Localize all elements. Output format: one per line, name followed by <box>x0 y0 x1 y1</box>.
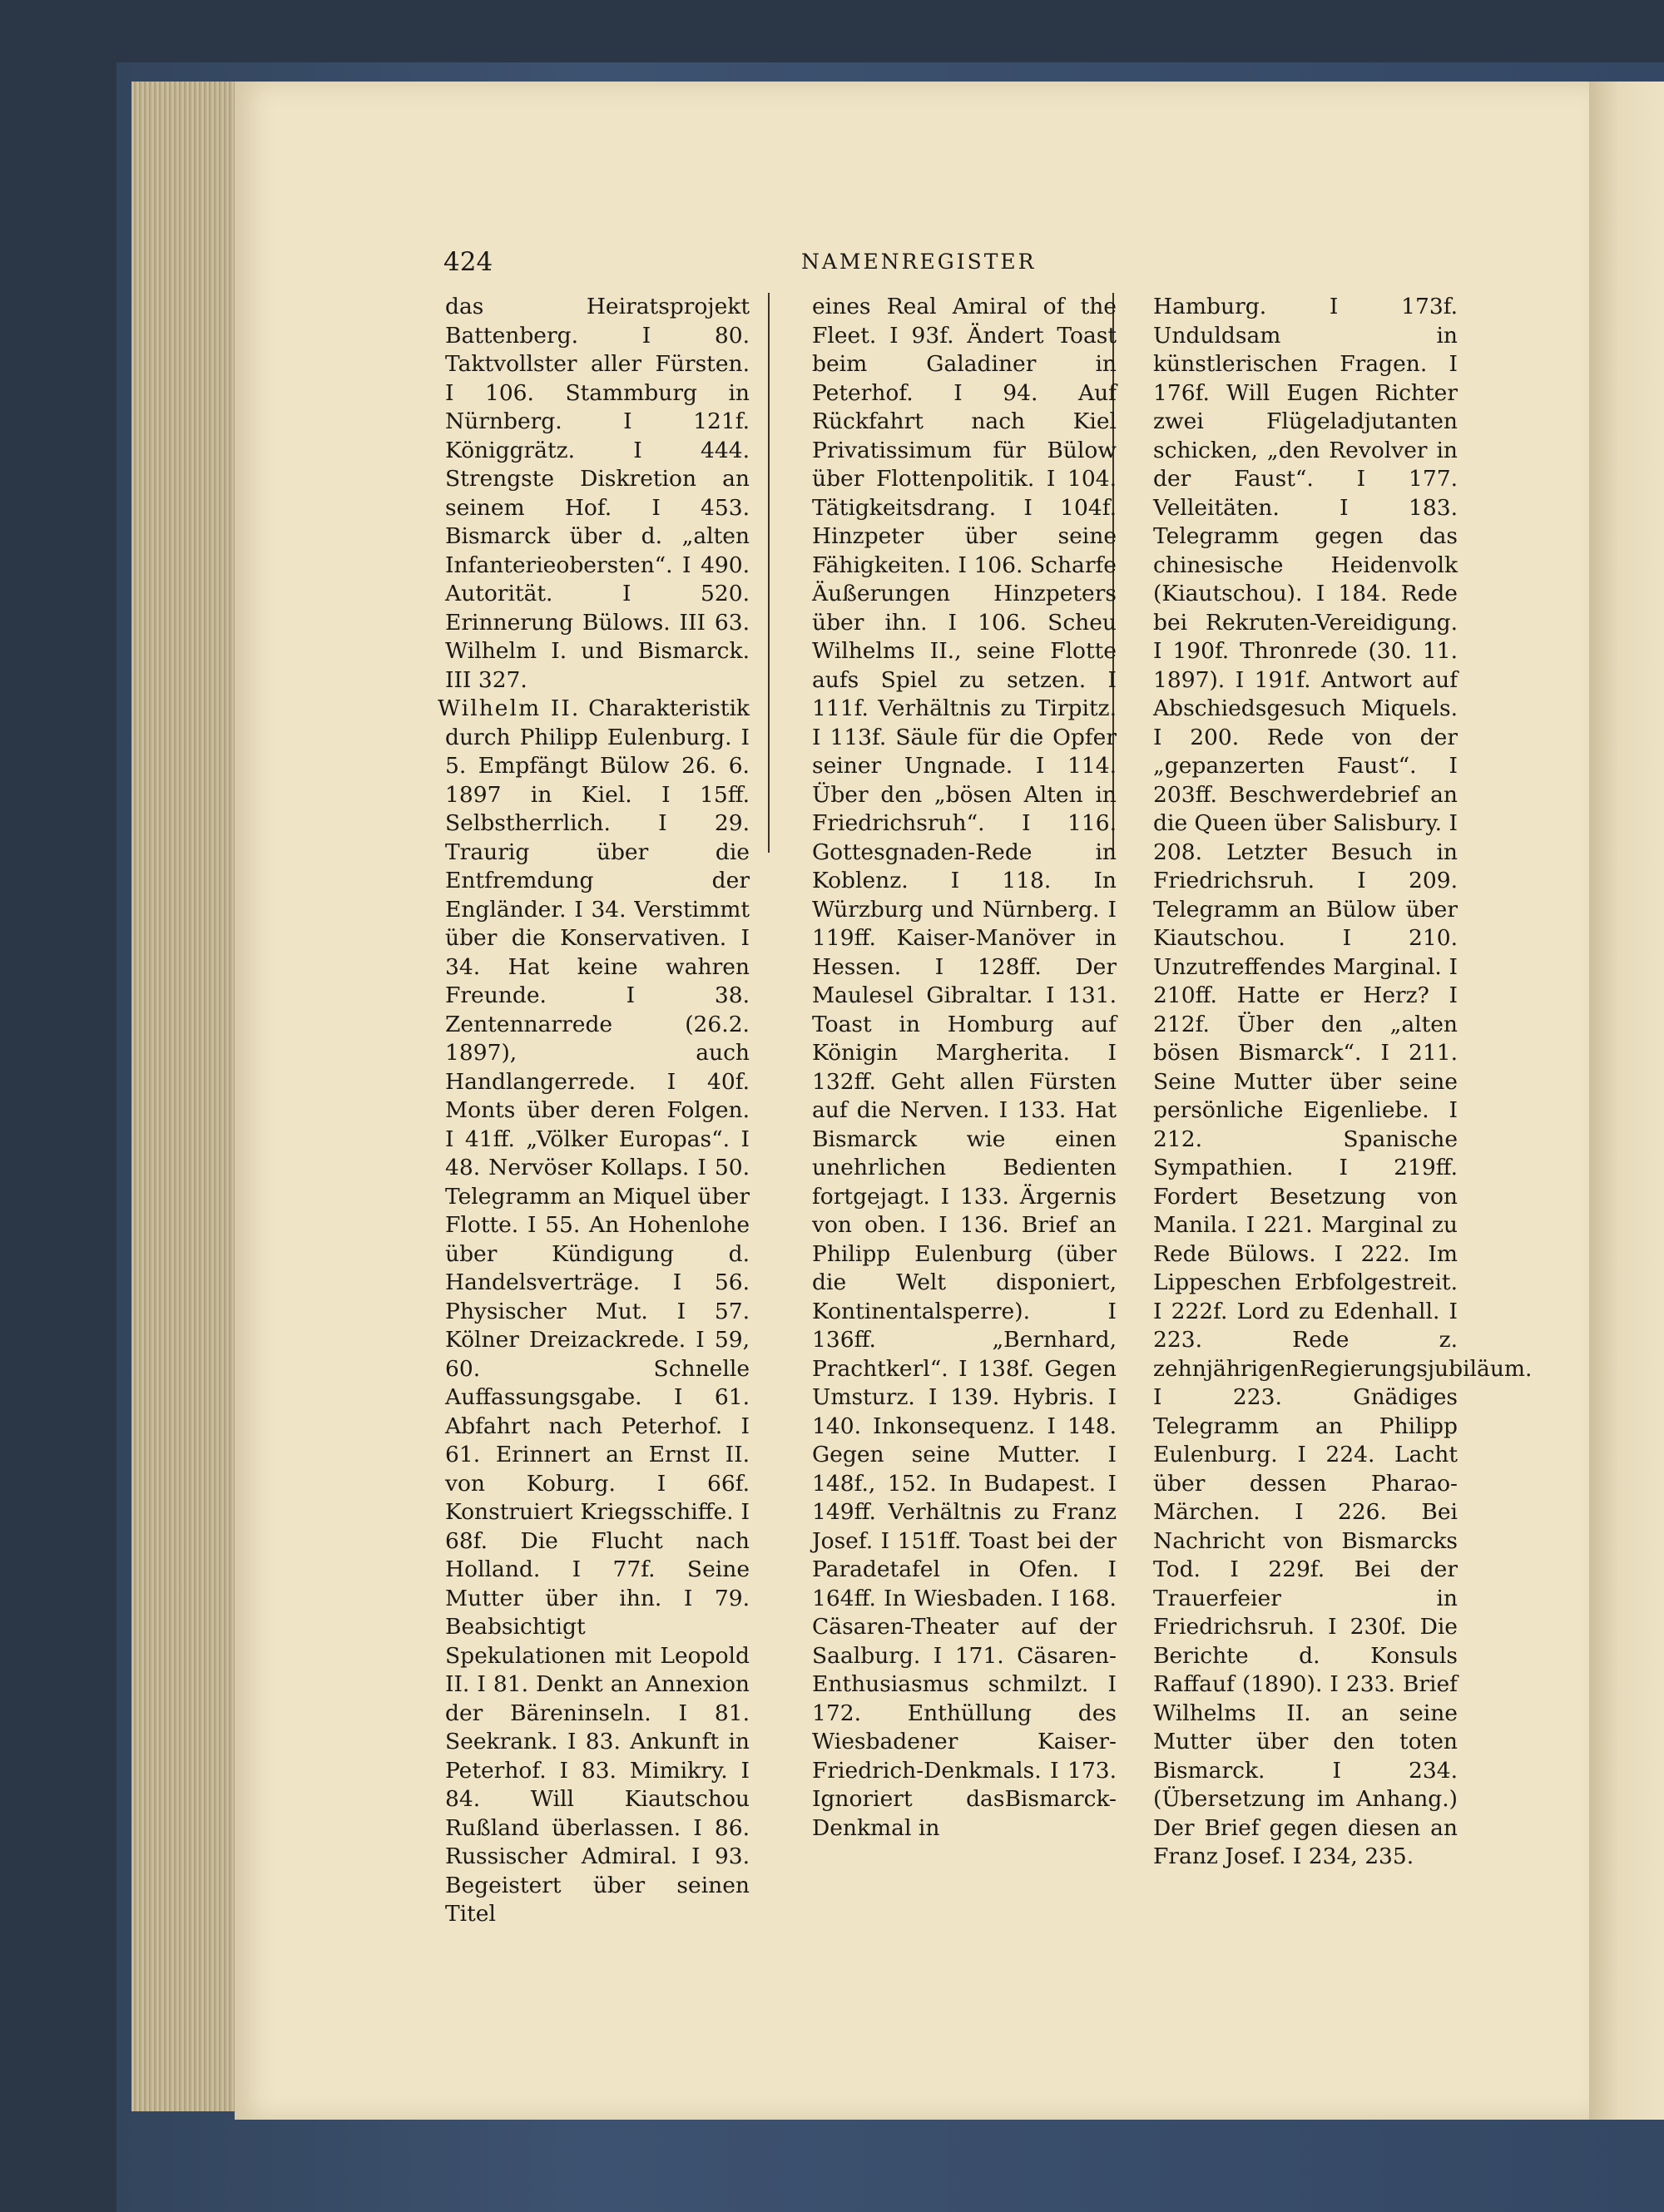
index-column-3 <box>1153 293 1533 1872</box>
page-number: 424 <box>443 247 493 277</box>
index-entry-continuation <box>445 293 750 695</box>
running-head: NAMENREGISTER <box>801 250 1037 274</box>
next-page-edge <box>1589 82 1664 2120</box>
index-column-2 <box>812 293 1117 1843</box>
entry-text: Hamburg. I 173f. Unduldsam in künstlerischen Fragen. I 176f. Will Eugen Richter zwei Flügeladjutanten schicken, „den Revolver in der Faust“. I 177. Velleitäten. I 183. Telegramm gegen das chinesische Heidenvolk (Kiautschou). I 184. Rede bei Rekruten-Vereidigung. I 190f. Thronrede (30. 11. 1897). I 191f. Antwort auf Abschiedsgesuch Miquels. I 200. Rede von der „gepanzerten Faust“. I 203ff. Beschwerdebrief an die Queen über Salisbury. I 208. Letzter Besuch in Friedrichsruh. I 209. Telegramm an Bülow über Kiautschou. I 210. Unzutreffendes Marginal. I 210ff. Hatte er Herz? I 212f. Über den „alten bösen Bismarck“. I 211. Seine Mutter über seine persönliche Eigenliebe. I 212. Spanische Sympathien. I 219ff. Fordert Besetzung von Manila. I 221. Marginal zu Rede Bülows. I 222. Im Lippeschen Erbfolgestreit. I 222f. Lord zu Edenhall. I 223. Rede z. zehnjährigenRegierungsjubiläum. I 223. Gnädiges Telegramm an Philipp Eulenburg. I 224. Lacht über dessen Pharao-Märchen. I 226. Bei Nachricht von Bismarcks Tod. I 229f. Bei der Trauerfeier in Friedrichsruh. I 230f. Die Berichte d. Konsuls Raffauf (1890). I 233. Brief Wilhelms II. an seine Mutter über den toten Bismarck. I 234. (Übersetzung im Anhang.) Der Brief gegen diesen an Franz Josef. I 234, 235. <box>1153 294 1533 1869</box>
entry-text: das Heiratsprojekt Battenberg. I 80. Taktvollster aller Fürsten. I 106. Stammburg in Nürnberg. I 121f. Königgrätz. I 444. Strengste Diskretion an seinem Hof. I 453. Bismarck über d. „alten Infanterieobersten“. I 490. Autorität. I 520. Erinnerung Bülows. III 63. Wilhelm I. und Bismarck. III 327. <box>445 294 750 693</box>
index-entry-wilhelm-ii <box>438 695 750 1929</box>
index-entry-continuation <box>812 293 1117 1843</box>
index-entry-continuation <box>1153 293 1533 1872</box>
page-edges <box>131 82 240 2111</box>
entry-text: Charakteristik durch Philipp Eulenburg. I 5. Empfängt Bülow 26. 6. 1897 in Kiel. I 15ff. Selbstherrlich. I 29. Traurig über die Entfremdung der Engländer. I 34. Verstimmt über die Konservativen. I 34. Hat keine wahren Freunde. I 38. Zentennarrede (26.2. 1897), auch Handlangerrede. I 40f. Monts über deren Folgen. I 41ff. „Völker Europas“. I 48. Nervöser Kollaps. I 50. Telegramm an Miquel über Flotte. I 55. An Hohenlohe über Kündigung d. Handelsverträge. I 56. Physischer Mut. I 57. Kölner Dreizackrede. I 59, 60. Schnelle Auffassungsgabe. I 61. Abfahrt nach Peterhof. I 61. Erinnert an Ernst II. von Koburg. I 66f. Konstruiert Kriegsschiffe. I 68f. Die Flucht nach Holland. I 77f. Seine Mutter über ihn. I 79. Beabsichtigt Spekulationen mit Leopold II. I 81. Denkt an Annexion der Bäreninseln. I 81. Seekrank. I 83. Ankunft in Peterhof. I 83. Mimikry. I 84. Will Kiautschou Rußland überlassen. I 86. Russischer Admiral. I 93. Begeistert über seinen Titel <box>445 695 750 1927</box>
entry-text: eines Real Amiral of the Fleet. I 93f. Ändert Toast beim Galadiner in Peterhof. I 94. Auf Rückfahrt nach Kiel Privatissimum für Bülow über Flottenpolitik. I 104. Tätigkeitsdrang. I 104f. Hinzpeter über seine Fähigkeiten. I 106. Scharfe Äußerungen Hinzpeters über ihn. I 106. Scheu Wilhelms II., seine Flotte aufs Spiel zu setzen. I 111f. Verhältnis zu Tirpitz. I 113f. Säule für die Opfer seiner Ungnade. I 114. Über den „bösen Alten in Friedrichsruh“. I 116. Gottesgnaden-Rede in Koblenz. I 118. In Würzburg und Nürnberg. I 119ff. Kaiser-Manöver in Hessen. I 128ff. Der Maulesel Gibraltar. I 131. Toast in Homburg auf Königin Margherita. I 132ff. Geht allen Fürsten auf die Nerven. I 133. Hat Bismarck wie einen unehrlichen Bedienten fortgejagt. I 133. Ärgernis von oben. I 136. Brief an Philipp Eulenburg (über die Welt disponiert, Kontinentalsperre). I 136ff. „Bernhard, Prachtkerl“. I 138f. Gegen Umsturz. I 139. Hybris. I 140. Inkonsequenz. I 148. Gegen seine Mutter. I 148f., 152. In Budapest. I 149ff. Verhältnis zu Franz Josef. I 151ff. Toast bei der Paradetafel in Ofen. I 164ff. In Wiesbaden. I 168. Cäsaren-Theater auf der Saalburg. I 171. Cäsaren-Enthusiasmus schmilzt. I 172. Enthüllung des Wiesbadener Kaiser-Friedrich-Denkmals. I 173. Ignoriert dasBismarck-Denkmal in <box>812 294 1117 1841</box>
column-rule <box>768 293 770 853</box>
page-header <box>443 245 1066 279</box>
index-column-1 <box>438 293 750 1929</box>
entry-headword: Wilhelm II. <box>438 695 581 721</box>
